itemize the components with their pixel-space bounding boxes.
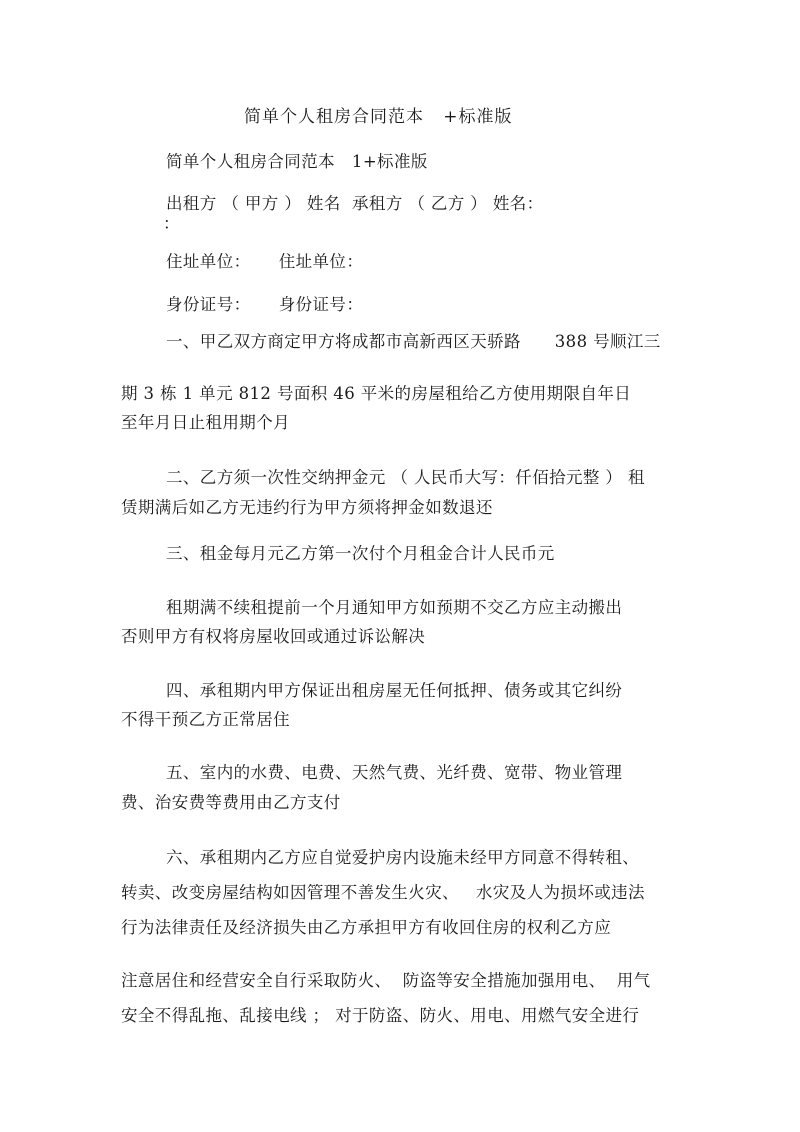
clause-4-line-1: 四、承租期内甲方保证出租房屋无任何抵押、债务或其它纠纷 [166, 681, 623, 700]
clause-1-line-1: 一、甲乙双方商定甲方将成都市高新西区天骄路 388 号顺江三 [166, 332, 661, 351]
colon-continuation: ： [163, 214, 180, 233]
clause-6-line-3: 行为法律责任及经济损失由乙方承担甲方有收回住房的权利乙方应 [121, 918, 612, 937]
clause-6-line-4: 注意居住和经营安全自行采取防火、 防盗等安全措施加强用电、 用气 [121, 971, 651, 990]
clause-1-line-2: 期 3 栋 1 单元 812 号面积 46 平米的房屋租给乙方使用期限自年日 [121, 384, 632, 403]
id-number-line: 身份证号： 身份证号： [166, 295, 364, 314]
clause-1-line-3: 至年月日止租用期个月 [121, 413, 290, 432]
clause-6-line-5: 安全不得乱拖、乱接电线 ； 对于防盗、防火、用电、用燃气安全进行 [121, 1006, 640, 1025]
clause-3-line-2: 租期满不续租提前一个月通知甲方如预期不交乙方应主动搬出 [166, 598, 623, 617]
clause-2-line-2: 赁期满后如乙方无违约行为甲方须将押金如数退还 [121, 498, 493, 517]
clause-2-line-1: 二、乙方须一次性交纳押金元 （ 人民币大写：仟佰拾元整 ） 租 [166, 468, 645, 487]
subtitle-line: 简单个人租房合同范本 1+标准版 [166, 152, 428, 171]
clause-6-line-1: 六、承租期内乙方应自觉爱护房内设施未经甲方同意不得转租、 [166, 848, 640, 867]
document-title: 简单个人租房合同范本 +标准版 [244, 107, 513, 127]
clause-5-line-1: 五、室内的水费、电费、天然气费、光纤费、宽带、物业管理 [166, 763, 623, 782]
clause-3-line-3: 否则甲方有权将房屋收回或通过诉讼解决 [121, 627, 426, 646]
clause-4-line-2: 不得干预乙方正常居住 [121, 710, 290, 729]
clause-3-line-1: 三、租金每月元乙方第一次付个月租金合计人民币元 [166, 544, 555, 563]
party-names-line: 出租方 （ 甲方 ） 姓名 承租方 （ 乙方 ） 姓名： [166, 194, 544, 213]
clause-6-line-2: 转卖、改变房屋结构如因管理不善发生火灾、 水灾及人为损坏或违法 [121, 883, 645, 902]
clause-5-line-2: 费、治安费等费用由乙方支付 [121, 793, 341, 812]
address-line: 住址单位： 住址单位： [166, 252, 364, 271]
